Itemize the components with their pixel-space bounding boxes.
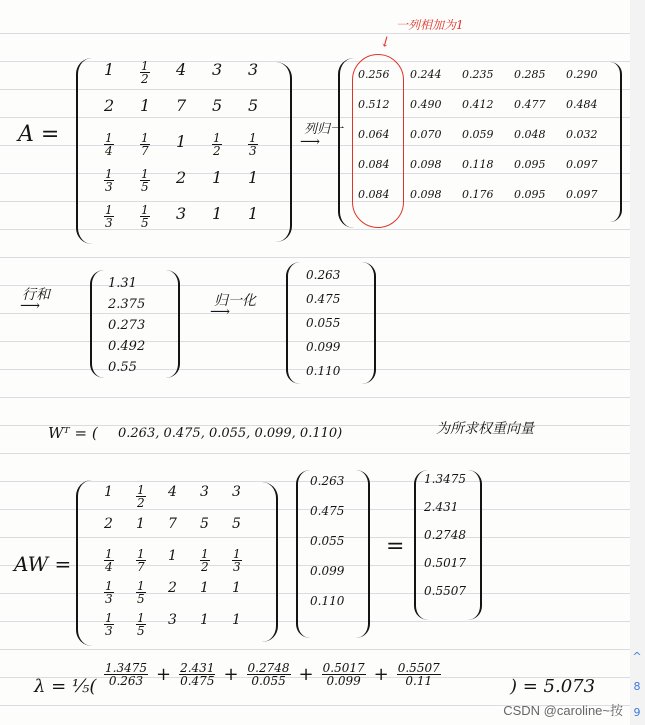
matrix-a-left-paren (76, 58, 92, 244)
aw-matrix-cell: 3 (200, 484, 209, 500)
norm-matrix-cell: 0.176 (462, 188, 494, 201)
lambda-terms (104, 662, 441, 687)
norm-matrix-cell: 0.285 (514, 68, 546, 81)
row-sum-value: 0.55 (108, 360, 137, 375)
matrix-a-cell: $\frac{1}{2}$ (141, 59, 149, 86)
lambda-fraction: $\frac{0.2748}{0.055}$ (247, 661, 290, 688)
matrix-a-cell: $\frac{1}{3}$ (249, 131, 257, 158)
aw-matrix-cell: $\frac{1}{2}$ (137, 483, 145, 510)
aw-matrix-cell: 1 (136, 516, 145, 532)
aw-vector-value: 0.099 (310, 564, 345, 578)
matrix-a-cell: 1 (140, 96, 151, 115)
matrix-a-cell: 2 (176, 168, 187, 187)
norm-matrix-cell: 0.098 (410, 188, 442, 201)
weight-vector-lhs: Wᵀ = ( (48, 424, 98, 442)
normalize-left-paren (286, 262, 300, 384)
aw-result-right-paren (468, 470, 482, 620)
row-sum-arrow: ⟶ (20, 298, 41, 314)
scroll-up-icon[interactable]: ^ (632, 650, 642, 663)
row-sum-left-paren (90, 270, 104, 378)
normalized-value: 0.055 (306, 316, 341, 330)
weight-vector-values: 0.263, 0.475, 0.055, 0.099, 0.110) (118, 426, 343, 441)
norm-matrix-cell: 0.064 (358, 128, 390, 141)
aw-matrix-cell: 3 (168, 612, 177, 628)
row-sum-right-paren (166, 270, 180, 378)
aw-result-value: 1.3475 (424, 472, 466, 486)
aw-label: AW = (14, 552, 72, 576)
normalize-arrow: ⟶ (210, 304, 231, 320)
aw-matrix-cell: 1 (200, 580, 209, 596)
norm-matrix-cell: 0.084 (358, 158, 390, 171)
matrix-a-cell: 3 (248, 60, 259, 79)
aw-matrix-cell: $\frac{1}{2}$ (201, 547, 209, 574)
norm-matrix-cell: 0.256 (358, 68, 390, 81)
aw-matrix-cell: 4 (168, 484, 177, 500)
norm-matrix-cell: 0.477 (514, 98, 546, 111)
aw-matrix-cell: 1 (232, 612, 241, 628)
norm-matrix-cell: 0.070 (410, 128, 442, 141)
column-normalize-arrow-label: 列归一 (304, 122, 344, 137)
norm-matrix-cell: 0.048 (514, 128, 546, 141)
aw-vector-value: 0.110 (310, 594, 345, 608)
matrix-a-cell: 1 (212, 168, 223, 187)
aw-result-value: 2.431 (424, 500, 459, 514)
row-sum-label: 行和 (22, 287, 50, 303)
aw-vector-value: 0.263 (310, 474, 345, 488)
matrix-a-right-paren (276, 62, 292, 242)
matrix-a-cell: $\frac{1}{4}$ (105, 131, 113, 158)
matrix-a-cell: 1 (248, 168, 259, 187)
aw-equals: = (386, 534, 405, 559)
aw-vector-left-paren (296, 470, 310, 638)
aw-matrix-cell: 2 (104, 516, 113, 532)
row-sum-value: 2.375 (108, 297, 146, 312)
matrix-a-cell: $\frac{1}{5}$ (141, 203, 149, 230)
norm-matrix-cell: 0.098 (410, 158, 442, 171)
matrix-a-cell: $\frac{1}{3}$ (105, 167, 113, 194)
normalized-value: 0.110 (306, 364, 341, 378)
norm-matrix-cell: 0.097 (566, 188, 598, 201)
watermark: CSDN @caroline~按 (503, 703, 623, 718)
norm-matrix-cell: 0.097 (566, 158, 598, 171)
aw-result-value: 0.5507 (424, 584, 466, 598)
matrix-a-cell: $\frac{1}{7}$ (141, 131, 149, 158)
norm-matrix-cell: 0.059 (462, 128, 494, 141)
row-sum-value: 1.31 (108, 276, 137, 291)
aw-matrix-cell: $\frac{1}{4}$ (105, 547, 113, 574)
aw-matrix-right-paren (262, 482, 278, 642)
annotation-arrow: ↙ (376, 32, 395, 52)
norm-matrix-cell: 0.512 (358, 98, 390, 111)
aw-matrix-cell: $\frac{1}{7}$ (137, 547, 145, 574)
norm-matrix-cell: 0.032 (566, 128, 598, 141)
column-normalize-arrow: ⟶ (300, 134, 321, 150)
page-indicator: 8 (633, 680, 641, 693)
matrix-a-cell: 1 (212, 204, 223, 223)
norm-matrix-cell: 0.290 (566, 68, 598, 81)
aw-matrix-cell: 1 (232, 580, 241, 596)
aw-vector-value: 0.475 (310, 504, 345, 518)
right-sidebar (630, 0, 645, 725)
aw-matrix-left-paren (76, 480, 92, 646)
lambda-lhs: λ = ⅕( (34, 676, 97, 697)
norm-matrix-cell: 0.084 (358, 188, 390, 201)
weight-vector-caption: 为所求权重向量 (436, 421, 534, 437)
aw-matrix-cell: 1 (200, 612, 209, 628)
lambda-rhs: ) = 5.073 (510, 676, 596, 697)
matrix-a-cell: $\frac{1}{2}$ (213, 131, 221, 158)
matrix-a-cell: 1 (176, 132, 187, 151)
norm-matrix-cell: 0.095 (514, 188, 546, 201)
normalized-value: 0.263 (306, 268, 341, 282)
aw-matrix-cell: $\frac{1}{3}$ (233, 547, 241, 574)
aw-matrix-cell: 5 (232, 516, 241, 532)
lambda-fraction: $\frac{2.431}{0.475}$ (180, 661, 215, 688)
matrix-a-cell: 4 (176, 60, 187, 79)
matrix-a-cell: $\frac{1}{3}$ (105, 203, 113, 230)
norm-matrix-cell: 0.235 (462, 68, 494, 81)
normalize-right-paren (362, 262, 376, 384)
matrix-a-cell: 1 (104, 60, 115, 79)
matrix-a-cell: 3 (212, 60, 223, 79)
matrix-a-cell: 2 (104, 96, 115, 115)
norm-matrix-right-paren (610, 62, 622, 222)
aw-matrix-cell: $\frac{1}{3}$ (105, 611, 113, 638)
row-sum-value: 0.273 (108, 318, 146, 333)
row-sum-value: 0.492 (108, 339, 146, 354)
aw-matrix-cell: 2 (168, 580, 177, 596)
lambda-fraction: $\frac{0.5507}{0.11}$ (397, 661, 440, 688)
aw-vector-right-paren (356, 470, 370, 638)
plus-sign: + (373, 664, 389, 685)
lambda-fraction: $\frac{1.3475}{0.263}$ (105, 661, 147, 688)
aw-matrix-cell: $\frac{1}{5}$ (137, 579, 145, 606)
plus-sign: + (223, 664, 239, 685)
aw-matrix-cell: $\frac{1}{5}$ (137, 611, 145, 638)
matrix-a-cell: 3 (176, 204, 187, 223)
norm-matrix-cell: 0.118 (462, 158, 494, 171)
plus-sign: + (156, 664, 172, 685)
aw-matrix-cell: 7 (168, 516, 177, 532)
norm-matrix-cell: 0.484 (566, 98, 598, 111)
aw-result-value: 0.2748 (424, 528, 466, 542)
column-sum-annotation: 一列相加为1 (396, 18, 464, 32)
normalized-value: 0.475 (306, 292, 341, 306)
lambda-fraction: $\frac{0.5017}{0.099}$ (322, 661, 365, 688)
aw-matrix-cell: $\frac{1}{3}$ (105, 579, 113, 606)
matrix-a-cell: $\frac{1}{5}$ (141, 167, 149, 194)
aw-matrix-cell: 1 (168, 548, 177, 564)
aw-result-value: 0.5017 (424, 556, 466, 570)
aw-matrix-cell: 1 (104, 484, 113, 500)
matrix-a-cell: 5 (212, 96, 223, 115)
aw-matrix-cell: 5 (200, 516, 209, 532)
norm-matrix-cell: 0.490 (410, 98, 442, 111)
norm-matrix-cell: 0.412 (462, 98, 494, 111)
norm-matrix-cell: 0.095 (514, 158, 546, 171)
aw-vector-value: 0.055 (310, 534, 345, 548)
plus-sign: + (298, 664, 314, 685)
matrix-a-label: A = (18, 122, 60, 147)
aw-matrix-cell: 3 (232, 484, 241, 500)
matrix-a-cell: 7 (176, 96, 187, 115)
normalize-label: 归一化 (214, 293, 256, 309)
norm-matrix-cell: 0.244 (410, 68, 442, 81)
matrix-a-cell: 5 (248, 96, 259, 115)
normalized-value: 0.099 (306, 340, 341, 354)
page-indicator-next: 9 (633, 706, 641, 719)
matrix-a-cell: 1 (248, 204, 259, 223)
